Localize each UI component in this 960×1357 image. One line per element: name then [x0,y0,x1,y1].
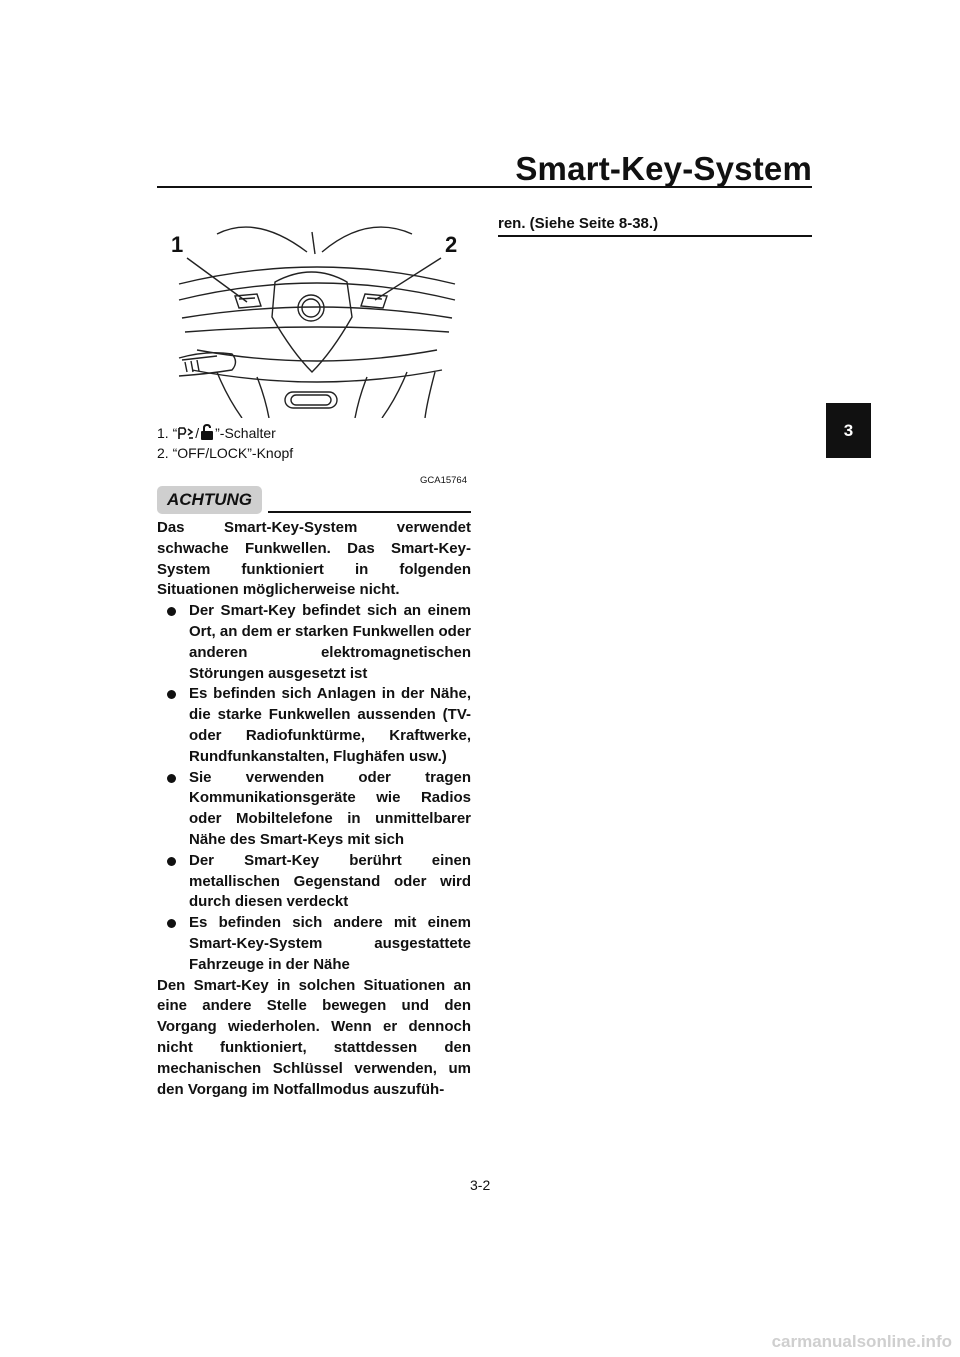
handlebar-illustration [157,222,471,418]
unlock-icon [199,423,215,441]
bullet-text: Es befinden sich Anlagen in der Nähe, die starke Funkwellen aussenden (TV- oder Radiofunktürme, Kraftwerke, Rundfunkanstalten, Flughäfen usw.) [189,685,471,765]
callout-1: 1 [171,232,184,257]
caption-1-prefix: “ [172,425,178,441]
caption-2 [157,443,293,463]
bullet-dot-icon [167,919,176,928]
figure-captions [157,423,293,463]
caption-1-num: 1. [157,425,169,441]
bullet-dot-icon [167,690,176,699]
caption-1-suffix: ”-Schalter [215,425,276,441]
header-rule [157,186,812,188]
watermark: carmanualsonline.info [771,1332,952,1351]
caption-2-num: 2. [157,445,169,461]
bullet-dot-icon [167,857,176,866]
caption-2-text: “OFF/LOCK”-Knopf [172,445,294,461]
bullet-text: Sie verwenden oder tragen Kommunikationsgeräte wie Radios oder Mobiltelefone in unmittelbarer Nähe des Smart-Keys mit sich [189,768,471,848]
notice-rule [268,511,471,513]
page-number: 3-2 [470,1177,491,1193]
bullet-text: Der Smart-Key befindet sich an einem Ort, an dem er starken Funkwellen oder anderen elektromagnetischen Störungen ausgesetzt ist [189,602,471,682]
notice-continuation: ren. (Siehe Seite 8-38.) [498,215,659,232]
chapter-tab: 3 [826,403,871,458]
list-item [167,913,471,975]
list-item [167,851,471,913]
page-title: Smart-Key-System [515,150,812,187]
handlebar-figure [157,222,471,418]
notice-bullets [157,601,471,975]
caption-1: 1. “ / ”-Schalter [157,425,276,441]
list-item [167,684,471,767]
notice-end-rule [498,235,812,237]
bullet-dot-icon [167,607,176,616]
list-item [167,768,471,851]
smart-key-signal-icon [177,425,195,441]
notice-outro: Den Smart-Key in solchen Situationen an eine andere Stelle bewegen und den Vorgang wiederholen. Wenn er dennoch nicht funktioniert, stattdessen den mechanischen Schlüssel verwenden, um den Vorgang im Notfallmodus auszufüh- [157,976,471,1098]
list-item [167,601,471,684]
bullet-text: Es befinden sich andere mit einem Smart-Key-System ausgestattete Fahrzeuge in der Nähe [189,914,471,973]
notice-label-box: ACHTUNG [157,486,262,514]
notice-code: GCA15764 [420,475,468,486]
notice-intro: Das Smart-Key-System verwendet schwache Funkwellen. Das Smart-Key-System funktioniert in folgenden Situationen möglicherweise nicht. [157,519,471,599]
notice-body [157,518,471,1100]
bullet-dot-icon [167,774,176,783]
callout-2: 2 [445,232,458,257]
bullet-text: Der Smart-Key berührt einen metallischen Gegenstand oder wird durch diesen verdeckt [189,851,471,911]
